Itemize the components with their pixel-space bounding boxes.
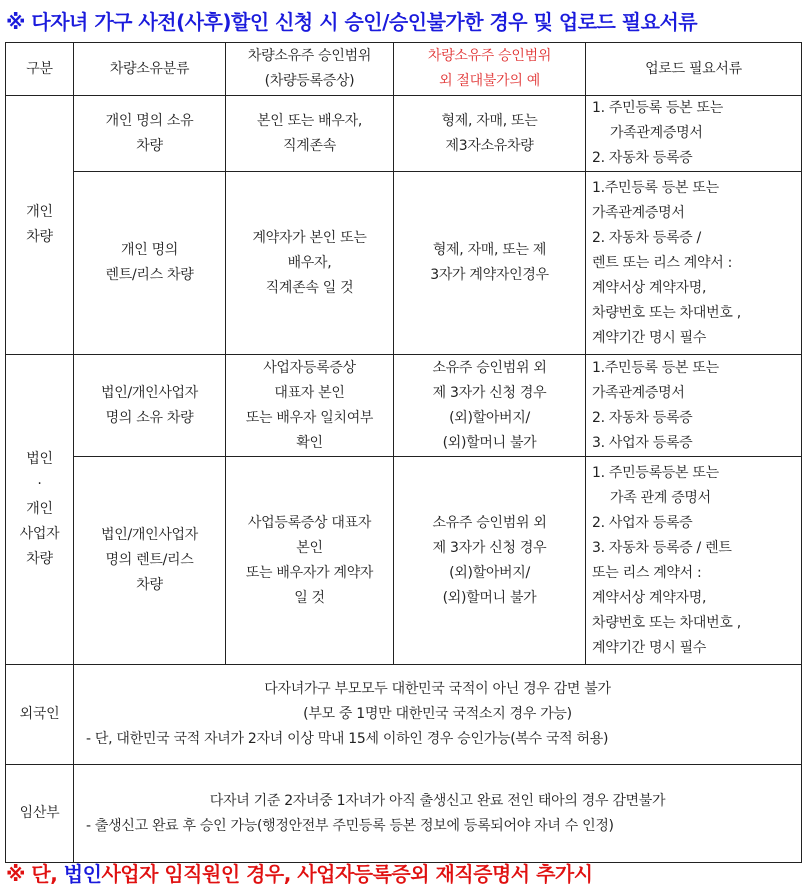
required-docs: 1. 주민등록등본 또는 가족 관계 증명서 2. 사업자 등록증 3. 자동차 등록증 / 렌트 또는 리스 계약서 : 계약서상 계약자명, 차량번호 또는 차대번호 , 계약기간 명시 필수 [586, 457, 802, 665]
not-allowed: 형제, 자매, 또는 제 3자가 계약자인경우 [394, 172, 586, 355]
table-row [6, 355, 802, 457]
ownership-type: 법인/개인사업자 명의 소유 차량 [74, 355, 226, 457]
header-ownership-type: 차량소유분류 [74, 43, 226, 96]
header-not-allowed: 차량소유주 승인범위 외 절대불가의 예 [394, 43, 586, 96]
group-foreigner: 외국인 [6, 665, 74, 765]
table-row [6, 96, 802, 172]
ownership-type: 법인/개인사업자 명의 렌트/리스 차량 [74, 457, 226, 665]
required-docs: 1. 주민등록 등본 또는 가족관계증명서 2. 자동차 등록증 [586, 96, 802, 172]
header-row [6, 43, 802, 96]
approval-scope: 사업등록증상 대표자 본인 또는 배우자가 계약자 일 것 [226, 457, 394, 665]
header-required-docs: 업로드 필요서류 [586, 43, 802, 96]
foreigner-row [6, 665, 802, 765]
not-allowed: 소유주 승인범위 외 제 3자가 신청 경우 (외)할아버지/ (외)할머니 불가 [394, 355, 586, 457]
required-docs: 1.주민등록 등본 또는 가족관계증명서 2. 자동차 등록증 3. 사업자 등록증 [586, 355, 802, 457]
approval-table [5, 42, 802, 863]
table-row [6, 457, 802, 665]
page-title: ※ 다자녀 가구 사전(사후)할인 신청 시 승인/승인불가한 경우 및 업로드 필요서류 [6, 10, 698, 34]
header-category: 구분 [6, 43, 74, 96]
pregnant-row [6, 765, 802, 863]
ownership-type: 개인 명의 소유 차량 [74, 96, 226, 172]
pregnant-rule: 다자녀 기준 2자녀중 1자녀가 아직 출생신고 완료 전인 태아의 경우 감면불가 - 출생신고 완료 후 승인 가능(행정안전부 주민등록 등본 정보에 등록되어야 자녀 수 인정) [74, 765, 802, 863]
group-pregnant: 임산부 [6, 765, 74, 863]
approval-scope: 본인 또는 배우자, 직계존속 [226, 96, 394, 172]
foreigner-rule: 다자녀가구 부모모두 대한민국 국적이 아닌 경우 감면 불가 (부모 중 1명만 대한민국 국적소지 경우 가능) - 단, 대한민국 국적 자녀가 2자녀 이상 막내 15세 이하인 경우 승인가능(복수 국적 허용) [74, 665, 802, 765]
table-row [6, 172, 802, 355]
header-approval-scope: 차량소유주 승인범위 (차량등록증상) [226, 43, 394, 96]
approval-scope: 계약자가 본인 또는 배우자, 직계존속 일 것 [226, 172, 394, 355]
required-docs: 1.주민등록 등본 또는 가족관계증명서 2. 자동차 등록증 / 렌트 또는 리스 계약서 : 계약서상 계약자명, 차량번호 또는 차대번호 , 계약기간 명시 필수 [586, 172, 802, 355]
group-personal: 개인 차량 [6, 96, 74, 355]
approval-scope: 사업자등록증상 대표자 본인 또는 배우자 일치여부 확인 [226, 355, 394, 457]
group-corporate: 법인 · 개인 사업자 차량 [6, 355, 74, 665]
ownership-type: 개인 명의 렌트/리스 차량 [74, 172, 226, 355]
footer-note: ※ 단, 법인사업자 임직원인 경우, 사업자등록증외 재직증명서 추가시 [6, 862, 593, 886]
not-allowed: 형제, 자매, 또는 제3자소유차량 [394, 96, 586, 172]
not-allowed: 소유주 승인범위 외 제 3자가 신청 경우 (외)할아버지/ (외)할머니 불가 [394, 457, 586, 665]
